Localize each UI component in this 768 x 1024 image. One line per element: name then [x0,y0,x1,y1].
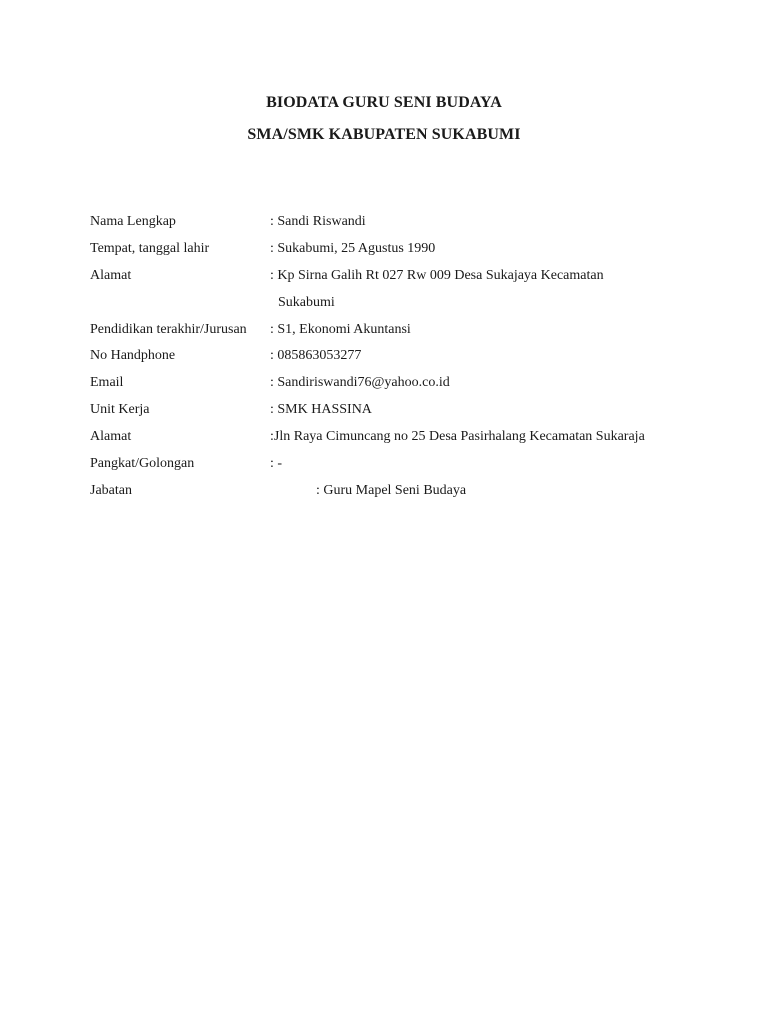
field-value: : S1, Ekonomi Akuntansi [270,322,411,337]
field-value: : - [270,456,283,471]
field-label: Unit Kerja [90,402,150,417]
field-value: : 085863053277 [270,348,362,363]
field-value: : Sandiriswandi76@yahoo.co.id [270,375,450,390]
field-label: No Handphone [90,348,176,363]
field-label: Alamat [90,429,132,444]
field-label: Pendidikan terakhir/Jurusan [90,322,247,337]
field-value: :Jln Raya Cimuncang no 25 Desa Pasirhalang Kecamatan Sukaraja [270,429,645,444]
field-label: Pangkat/Golongan [90,456,195,471]
field-value: Sukabumi [278,295,335,310]
field-label: Alamat [90,268,132,283]
field-label: Nama Lengkap [90,214,176,229]
field-value: : Sandi Riswandi [270,214,366,229]
field-label: Tempat, tanggal lahir [90,241,210,256]
field-value: : Kp Sirna Galih Rt 027 Rw 009 Desa Sukajaya Kecamatan [270,268,604,283]
field-value: : Guru Mapel Seni Budaya [316,483,467,498]
field-label: Jabatan [90,483,132,498]
field-label: Email [90,375,124,390]
field-value: : SMK HASSINA [270,402,372,417]
document-title: BIODATA GURU SENI BUDAYA [266,94,502,111]
document-subtitle: SMA/SMK KABUPATEN SUKABUMI [247,126,521,143]
field-value: : Sukabumi, 25 Agustus 1990 [270,241,436,256]
